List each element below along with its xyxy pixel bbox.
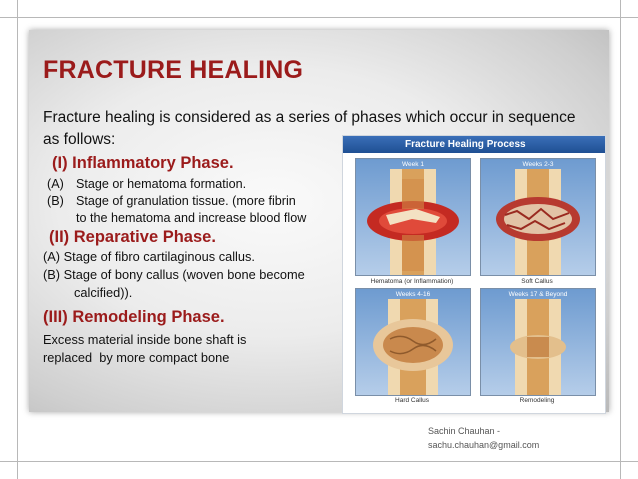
phase1-item-b-cont-text: to the hematoma and increase blood flow	[76, 211, 307, 225]
panel-week1-caption: Hematoma (or Inflammation)	[370, 278, 454, 285]
panel-week1-label: Week 1	[402, 161, 424, 168]
phase1-item-a-label: (A)	[47, 177, 64, 191]
corner-rule-bottom	[0, 461, 638, 462]
diagram-panel-weeks4-16	[355, 288, 471, 396]
phase2-heading: (II) Reparative Phase.	[49, 228, 216, 246]
footer-email: sachu.chauhan@gmail.com	[428, 440, 540, 450]
phase1-item-a	[47, 176, 246, 193]
panel-weeks17-caption: Remodeling	[519, 397, 555, 404]
diagram-title: Fracture Healing Process	[343, 136, 605, 153]
corner-rule-left	[17, 0, 18, 479]
fracture-healing-diagram	[342, 135, 606, 414]
corner-rule-right	[620, 0, 621, 479]
bone-hard-callus-illustration	[356, 289, 470, 395]
bone-hematoma-illustration	[356, 159, 470, 275]
phase1-heading: (I) Inflammatory Phase.	[52, 154, 234, 172]
author-footer	[428, 424, 539, 452]
panel-weeks2-3-caption: Soft Callus	[521, 278, 553, 285]
panel-weeks2-3-label: Weeks 2-3	[522, 161, 554, 168]
phase1-item-b	[47, 193, 296, 210]
bone-remodeling-illustration	[481, 289, 595, 395]
phase3-line-2: replaced by more compact bone	[43, 350, 230, 365]
panel-weeks4-16-caption: Hard Callus	[395, 397, 429, 404]
diagram-panel-weeks17	[480, 288, 596, 396]
phase2-line-b-cont: calcified)).	[74, 285, 133, 300]
diagram-panel-weeks2-3	[480, 158, 596, 276]
phase1-item-b-text: Stage of granulation tissue. (more fibrin	[76, 194, 296, 208]
bone-soft-callus-illustration	[481, 159, 595, 275]
panel-weeks4-16-label: Weeks 4-16	[395, 291, 431, 298]
phase1-item-b-label: (B)	[47, 194, 64, 208]
phase3-line-1: Excess material inside bone shaft is	[43, 332, 247, 347]
corner-rule-top	[0, 17, 638, 18]
phase2-line-a: (A) Stage of fibro cartilaginous callus.	[43, 249, 255, 264]
intro-text: Fracture healing is considered as a series of phases which occur in sequence as follows:	[43, 109, 576, 148]
panel-weeks17-label: Weeks 17 & Beyond	[508, 291, 568, 298]
phase3-heading: (III) Remodeling Phase.	[43, 308, 225, 326]
phase2-line-b: (B) Stage of bony callus (woven bone become	[43, 267, 305, 282]
diagram-panel-week1	[355, 158, 471, 276]
phase1-item-b-cont	[47, 210, 306, 227]
phase1-item-a-text: Stage or hematoma formation.	[76, 177, 247, 191]
slide-title: FRACTURE HEALING	[43, 56, 304, 84]
footer-author: Sachin Chauhan -	[428, 426, 501, 436]
